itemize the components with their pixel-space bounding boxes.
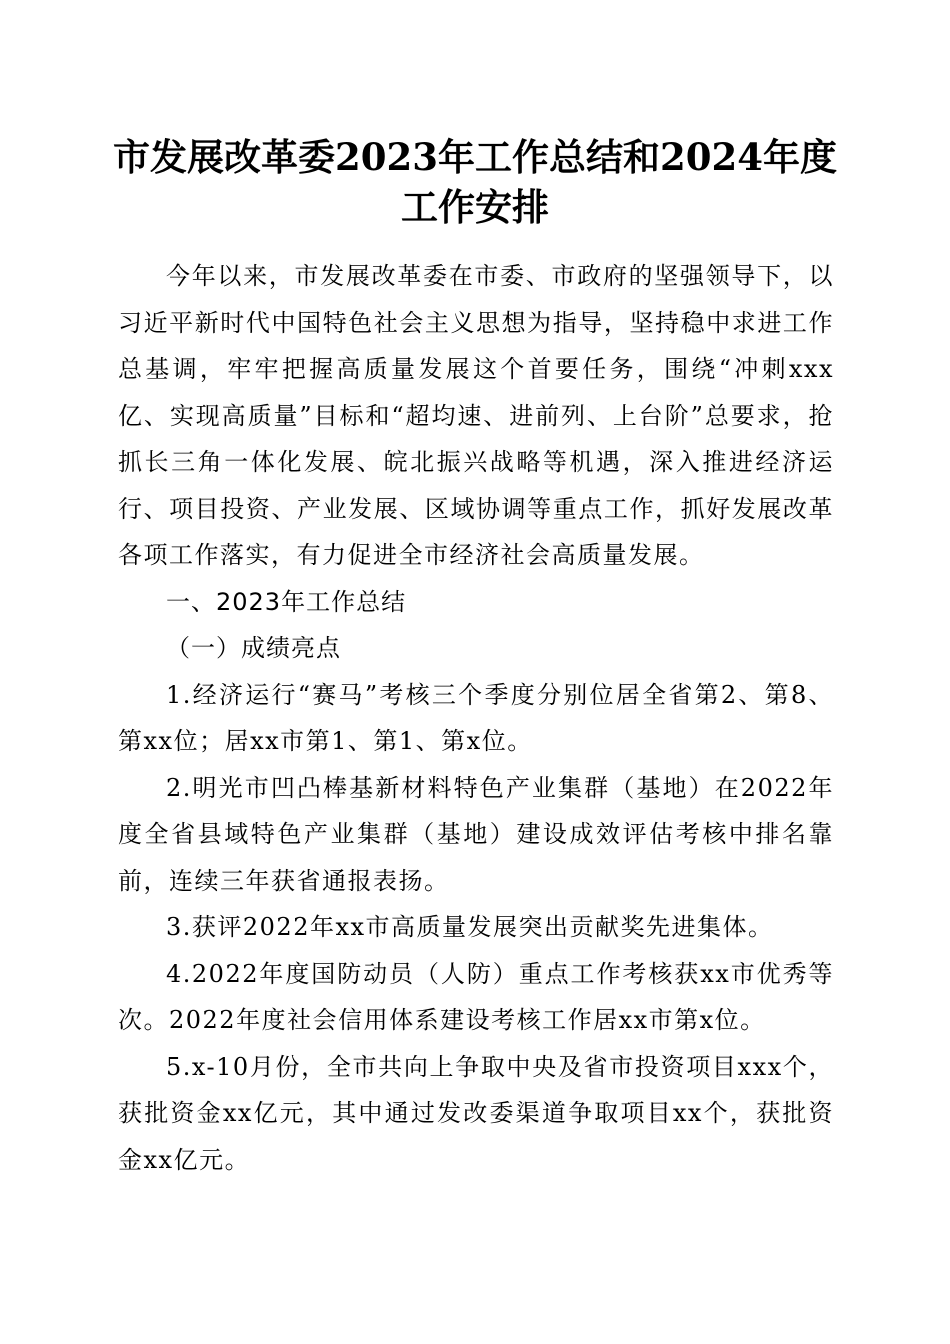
list-item: 4.2022年度国防动员（人防）重点工作考核获xx市优秀等次。2022年度社会信用体系建设考核工作居xx市第x位。 — [118, 959, 834, 1034]
document-title: 市发展改革委2023年工作总结和2024年度工作安排 — [113, 135, 837, 229]
list-item: 2.明光市凹凸棒基新材料特色产业集群（基地）在2022年度全省县域特色产业集群（基地）建设成效评估考核中排名靠前，连续三年获省通报表扬。 — [118, 773, 834, 895]
list-item: 5.x-10月份，全市共向上争取中央及省市投资项目xxx个，获批资金xx亿元，其中通过发改委渠道争取项目xx个，获批资金xx亿元。 — [118, 1052, 834, 1174]
document-body — [118, 253, 834, 1183]
intro-paragraph: 今年以来，市发展改革委在市委、市政府的坚强领导下，以习近平新时代中国特色社会主义思想为指导，坚持稳中求进工作总基调，牢牢把握高质量发展这个首要任务，围绕“冲刺xxx亿、实现高质量”目标和“超均速、进前列、上台阶”总要求，抢抓长三角一体化发展、皖北振兴战略等机遇，深入推进经济运行、项目投资、产业发展、区域协调等重点工作，抓好发展改革各项工作落实，有力促进全市经济社会高质量发展。 — [118, 262, 834, 569]
list-item: 3.获评2022年xx市高质量发展突出贡献奖先进集体。 — [166, 913, 774, 941]
list-item: 1.经济运行“赛马”考核三个季度分别位居全省第2、第8、第xx位；居xx市第1、第1、第x位。 — [118, 680, 834, 755]
section-heading: 一、2023年工作总结 — [166, 587, 407, 616]
subsection-heading: （一）成绩亮点 — [166, 634, 341, 662]
